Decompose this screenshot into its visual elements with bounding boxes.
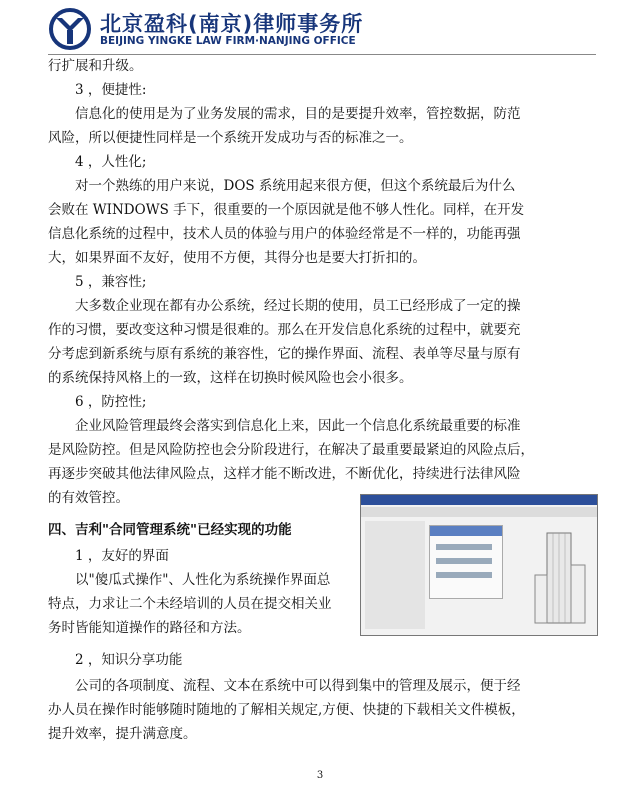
section-heading: 四、吉利"合同管理系统"已经实现的功能 <box>48 522 292 538</box>
text-line: 大多数企业现在都有办公系统，经过长期的使用，员工已经形成了一定的操 <box>75 298 521 314</box>
text-line: 行扩展和升级。 <box>48 58 143 74</box>
list-heading: 3 ，便捷性: <box>75 82 147 98</box>
text-line: 提升效率，提升满意度。 <box>48 726 197 742</box>
text-line: 分考虑到新系统与原有系统的兼容性，它的操作界面、流程、表单等尽量与原有 <box>48 346 521 362</box>
screenshot-menubar <box>361 507 597 517</box>
list-heading: 1 ，友好的界面 <box>75 548 169 564</box>
text-line: 务时皆能知道操作的路径和方法。 <box>48 620 251 636</box>
firm-logo-icon <box>48 8 92 50</box>
text-line: 大，如果界面不友好，使用不方便，其得分也是要大打折扣的。 <box>48 250 426 266</box>
text-line: 特点，力求让二个未经培训的人员在提交相关业 <box>48 596 332 612</box>
list-heading: 5 ，兼容性; <box>75 274 147 290</box>
page-number: 3 <box>316 770 324 781</box>
system-screenshot-image <box>360 494 598 636</box>
text-line: 的系统保持风格上的一致，这样在切换时候风险也会小很多。 <box>48 370 413 386</box>
text-line: 的有效管控。 <box>48 490 129 506</box>
screenshot-sidebar <box>365 521 425 629</box>
letterhead <box>48 8 608 52</box>
text-line: 以"傻瓜式操作"、人性化为系统操作界面总 <box>75 572 331 588</box>
header-divider <box>48 54 596 55</box>
text-line: 风险，所以便捷性同样是一个系统开发成功与否的标准之一。 <box>48 130 413 146</box>
text-line: 再逐步突破其他法律风险点，这样才能不断改进，不断优化，持续进行法律风险 <box>48 466 521 482</box>
text-line: 企业风险管理最终会落实到信息化上来，因此一个信息化系统最重要的标准 <box>75 418 521 434</box>
screenshot-menu-panel <box>429 525 503 599</box>
firm-name-chinese: 北京盈科(南京)律师事务所 <box>100 12 364 36</box>
text-line: 办人员在操作时能够随时随地的了解相关规定,方便、快捷的下载相关文件模板， <box>48 702 525 718</box>
text-line: 会败在 WINDOWS 手下，很重要的一个原因就是他不够人性化。同样，在开发 <box>48 202 525 218</box>
text-line: 信息化系统的过程中，技术人员的体验与用户的体验经常是不一样的，功能再强 <box>48 226 521 242</box>
text-line: 信息化的使用是为了业务发展的需求，目的是要提升效率，管控数据，防范 <box>75 106 521 122</box>
screenshot-titlebar <box>361 495 597 505</box>
text-line: 对一个熟练的用户来说，DOS 系统用起来很方便，但这个系统最后为什么 <box>75 178 516 194</box>
firm-name-english: BEIJING YINGKE LAW FIRM·NANJING OFFICE <box>100 35 356 47</box>
list-heading: 6 ，防控性; <box>75 394 147 410</box>
text-line: 作的习惯，要改变这种习惯是很难的。那么在开发信息化系统的过程中，就要充 <box>48 322 521 338</box>
building-illustration-icon <box>529 525 589 625</box>
list-heading: 2 ，知识分享功能 <box>75 652 183 668</box>
text-line: 是风险防控。但是风险防控也会分阶段进行，在解决了最重要最紧迫的风险点后， <box>48 442 534 458</box>
list-heading: 4 ，人性化; <box>75 154 147 170</box>
text-line: 公司的各项制度、流程、文本在系统中可以得到集中的管理及展示，便于经 <box>75 678 521 694</box>
